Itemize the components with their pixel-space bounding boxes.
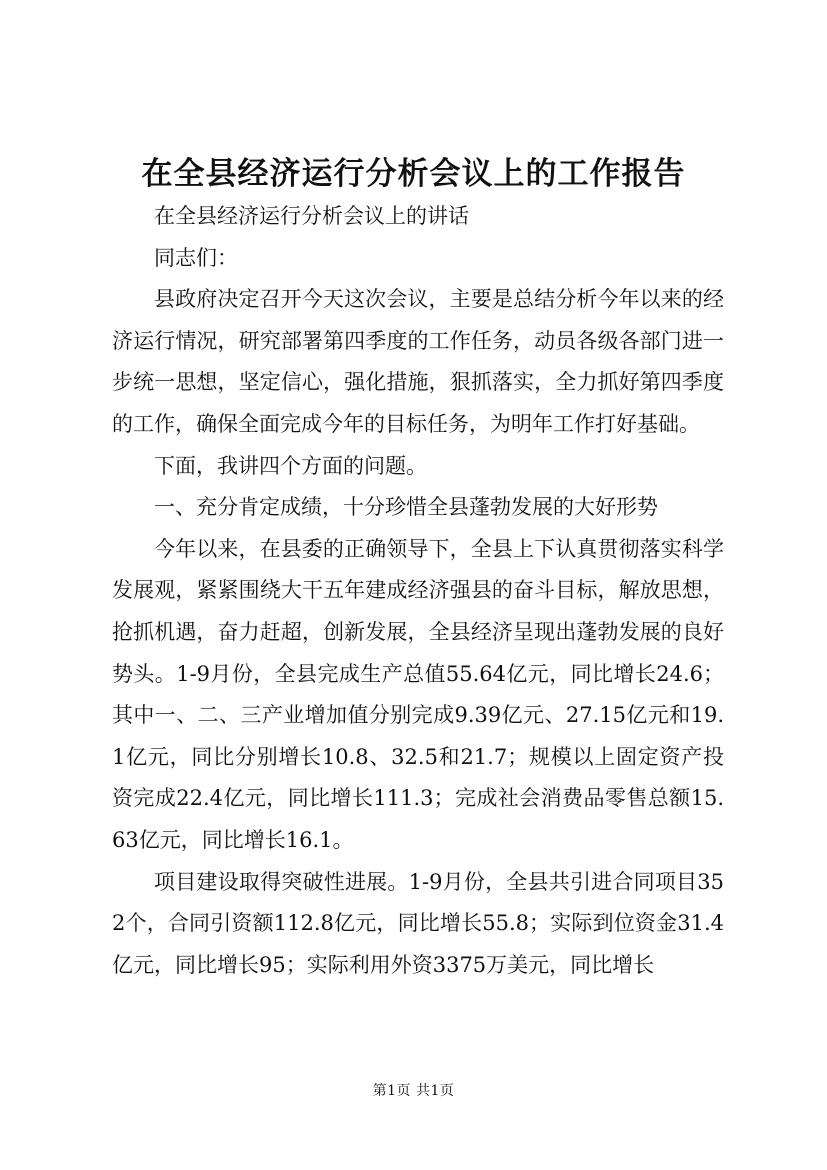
document-body (112, 196, 724, 986)
page-number-footer: 第1页 共1页 (372, 1083, 455, 1099)
paragraph-salutation: 同志们： (154, 245, 238, 270)
paragraph-outline: 下面，我讲四个方面的问题。 (154, 453, 427, 478)
paragraph-subtitle: 在全县经济运行分析会议上的讲话 (154, 204, 469, 228)
paragraph-projects: 项目建设取得突破性进展。1-9月份，全县共引进合同项目352个，合同引资额112.8亿元，同比增长55.8；实际到位资金31.4亿元，同比增长95；实际利用外资3375万美元，同比增长 (112, 869, 724, 977)
paragraph-intro: 县政府决定召开今天这次会议，主要是总结分析今年以来的经济运行情况，研究部署第四季度的工作任务，动员各级各部门进一步统一思想，坚定信心，强化措施，狠抓落实，全力抓好第四季度的工作，确保全面完成今年的目标任务，为明年工作打好基础。 (112, 287, 724, 436)
document-title: 在全县经济运行分析会议上的工作报告 (141, 156, 686, 192)
section-heading-1: 一、充分肯定成绩，十分珍惜全县蓬勃发展的大好形势 (154, 495, 658, 520)
paragraph-economy: 今年以来，在县委的正确领导下，全县上下认真贯彻落实科学发展观，紧紧围绕大干五年建成经济强县的奋斗目标，解放思想，抢抓机遇，奋力赶超，创新发展，全县经济呈现出蓬勃发展的良好势头。1-9月份，全县完成生产总值55.64亿元，同比增长24.6；其中一、二、三产业增加值分别完成9.39亿元、27.15亿元和19.1亿元，同比分别增长10.8、32.5和21.7；规模以上固定资产投资完成22.4亿元，同比增长111.3；完成社会消费品零售总额15.63亿元，同比增长16.1。 (112, 536, 724, 852)
